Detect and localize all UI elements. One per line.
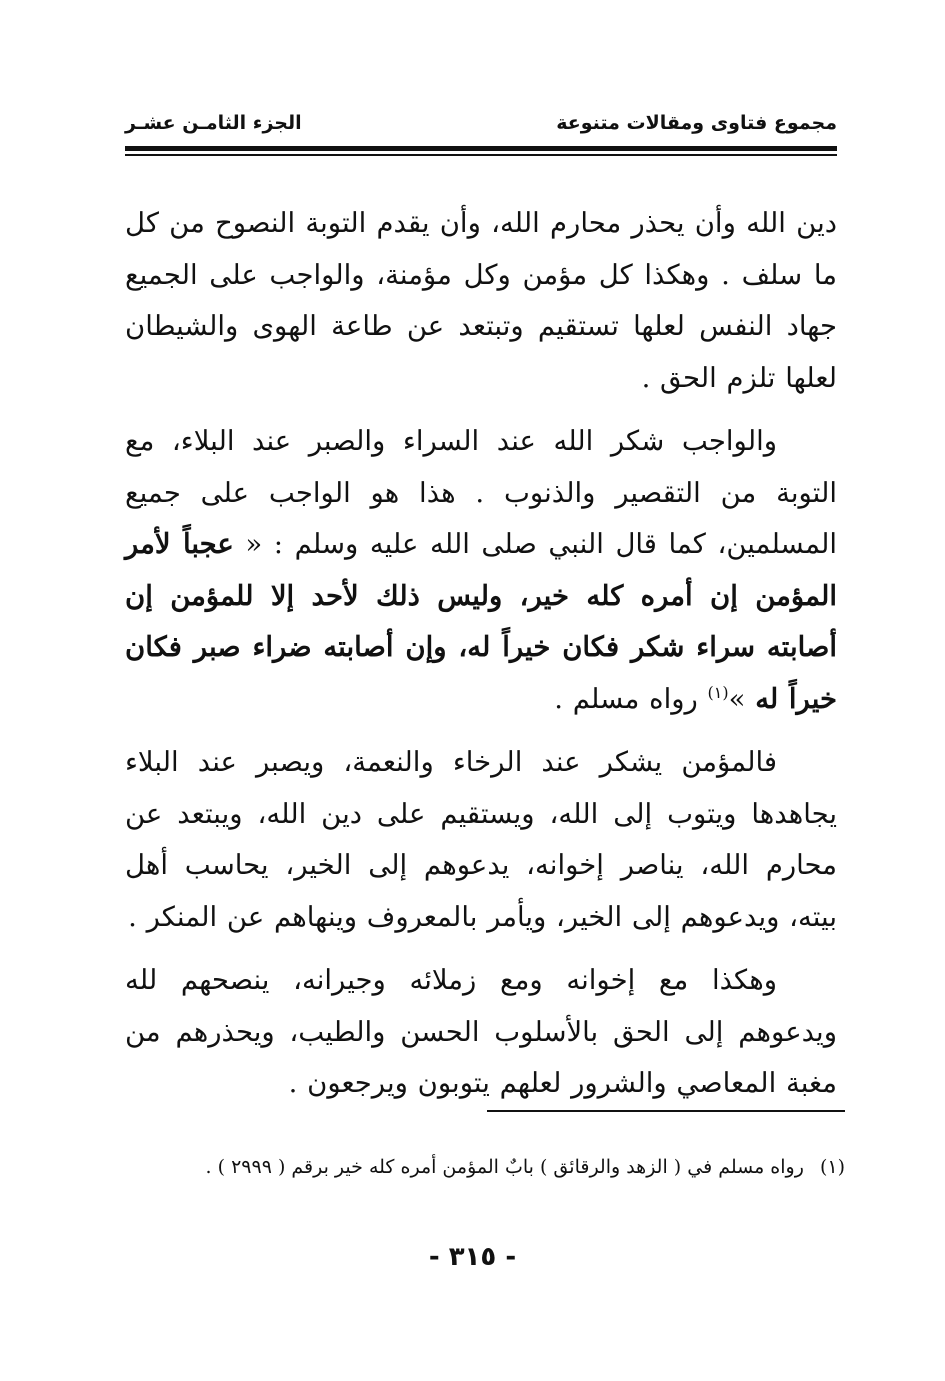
footnote-number: (١) xyxy=(819,1156,845,1178)
paragraph-2-tail: رواه مسلم . xyxy=(554,682,708,715)
footnote xyxy=(130,1150,845,1184)
volume-label: الجزء الثامـن عشـر xyxy=(125,112,302,134)
header-rule-thin xyxy=(125,154,837,156)
hadith-quote: عجباً لأمر المؤمن إن أمره كله خير، وليس ذلك لأحد إلا للمؤمن إن أصابته سراء شكر فكان خيراً له، وإن أصابته ضراء صبر فكان خيراً له xyxy=(125,528,837,715)
footnote-rule xyxy=(487,1110,845,1112)
footnote-text: رواه مسلم في ( الزهد والرقائق ) بابٌ المؤمن أمره كله خير برقم ( ٢٩٩٩ ) . xyxy=(205,1156,804,1178)
quote-close: » xyxy=(728,682,746,715)
paragraph-3: فالمؤمن يشكر عند الرخاء والنعمة، ويصبر عند البلاء يجاهدها ويتوب إلى الله، ويستقيم على دين الله، ويبتعد عن محارم الله، يناصر إخوانه، يدعوهم إلى الخير، يحاسب أهل بيته، ويدعوهم إلى الخير، ويأمر بالمعروف وينهاهم عن المنكر . xyxy=(125,746,837,933)
main-text xyxy=(125,198,837,1122)
footnote-reference: (١) xyxy=(707,682,729,702)
series-title: مجموع فتاوى ومقالات متنوعة xyxy=(556,112,837,134)
paragraph-4: وهكذا مع إخوانه ومع زملائه وجيرانه، ينصحهم لله ويدعوهم إلى الحق بالأسلوب الحسن والطيب، ويحذرهم من مغبة المعاصي والشرور لعلهم يتوبون ويرجعون . xyxy=(125,964,837,1099)
running-header xyxy=(125,112,837,142)
paragraph-1: دين الله وأن يحذر محارم الله، وأن يقدم التوبة النصوح من كل ما سلف . وهكذا كل مؤمن وكل مؤمنة، والواجب على الجميع جهاد النفس لعلها تستقيم وتبتعد عن طاعة الهوى والشيطان لعلها تلزم الحق . xyxy=(125,207,837,394)
paragraph-2-intro: والواجب شكر الله عند السراء والصبر عند البلاء، مع التوبة من التقصير والذنوب . هذا هو الواجب على جميع المسلمين، كما قال النبي صلى الله عليه وسلم : « xyxy=(125,425,838,560)
paragraph-2 xyxy=(125,416,837,725)
page-number: - ٣١٥ - xyxy=(428,1242,517,1272)
header-rule-thick xyxy=(125,146,837,151)
